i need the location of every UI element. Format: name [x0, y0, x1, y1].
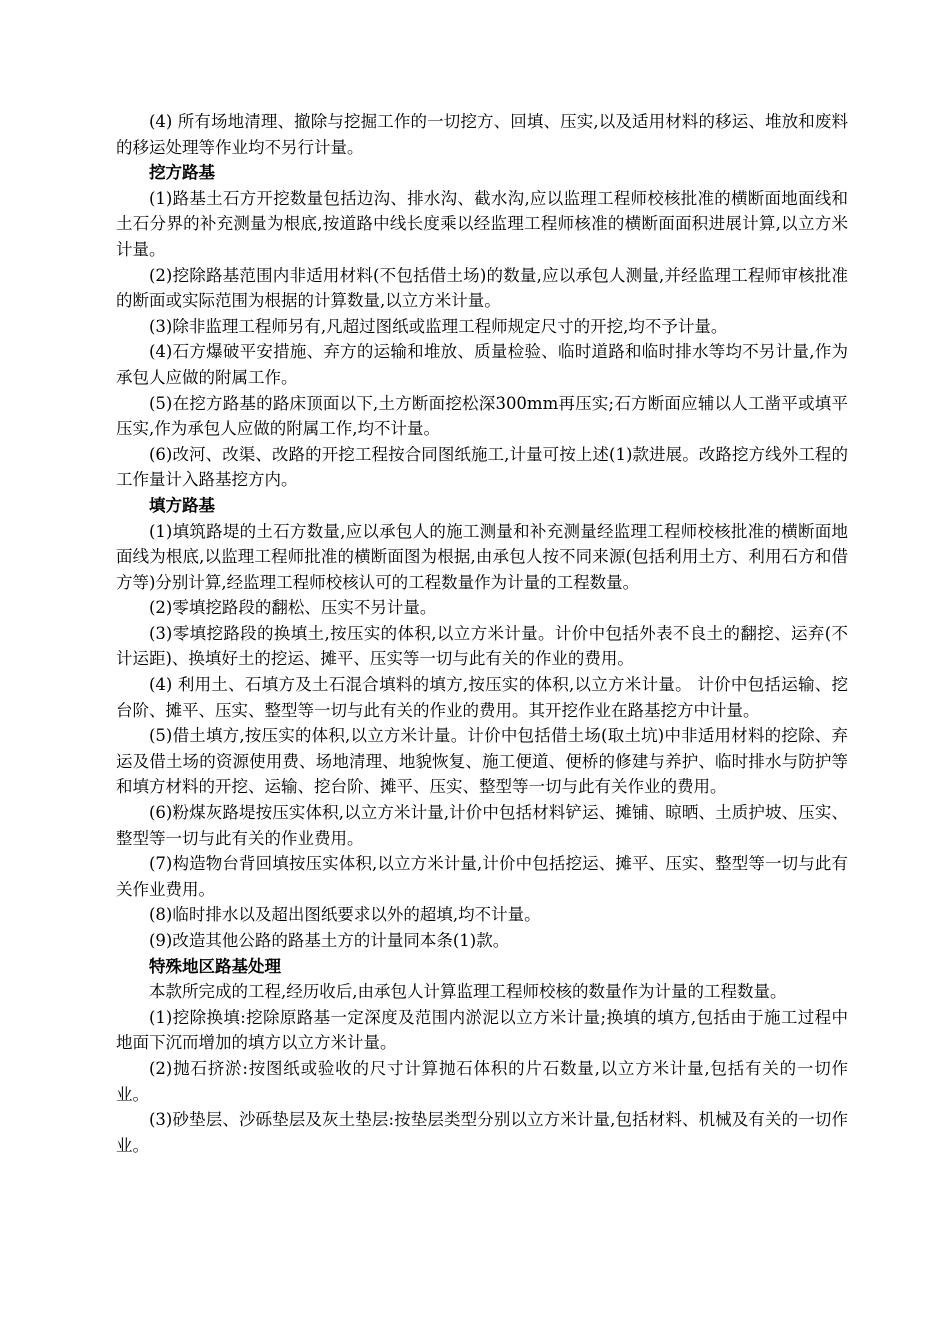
- excavation-item-1: (1)路基土石方开挖数量包括边沟、排水沟、截水沟,应以监理工程师校核批准的横断面地面线和土石分界的补充测量为根底,按道路中线长度乘以经监理工程师核准的横断面面积进展计算,以立方米计量。: [116, 188, 848, 259]
- special-item-3: (3)砂垫层、沙砾垫层及灰土垫层:按垫层类型分别以立方米计量,包括材料、机械及有关的一切作业。: [116, 1110, 848, 1155]
- paragraph-intro-4: (4) 所有场地清理、撤除与挖掘工作的一切挖方、回填、压实,以及适用材料的移运、堆放和废料的移运处理等作业均不另行计量。: [116, 112, 848, 157]
- fill-item-8: (8)临时排水以及超出图纸要求以外的超填,均不计量。: [149, 905, 541, 925]
- excavation-item-2: (2)挖除路基范围内非适用材料(不包括借土场)的数量,应以承包人测量,并经监理工程师审核批准的断面或实际范围为根据的计算数量,以立方米计量。: [116, 265, 848, 311]
- fill-item-3: (3)零填挖路段的换填土,按压实的体积,以立方米计量。计价中包括外表不良土的翻挖、运弃(不计运距)、换填好土的挖运、摊平、压实等一切与此有关的作业的费用。: [116, 623, 848, 669]
- section-heading-fill: 填方路基: [149, 495, 215, 515]
- fill-item-7: (7)构造物台背回填按压实体积,以立方米计量,计价中包括挖运、摊平、压实、整型等一切与此有关作业费用。: [116, 854, 848, 899]
- excavation-item-3: (3)除非监理工程师另有,凡超过图纸或监理工程师规定尺寸的开挖,均不予计量。: [149, 316, 728, 336]
- section-heading-excavation: 挖方路基: [149, 163, 215, 183]
- fill-item-9: (9)改造其他公路的路基土方的计量同本条(1)款。: [149, 931, 510, 950]
- excavation-item-6: (6)改河、改渠、改路的开挖工程按合同图纸施工,计量可按上述(1)款进展。改路挖方线外工程的工作量计入路基挖方内。: [116, 444, 848, 490]
- document-page: [116, 109, 848, 1158]
- section-heading-special: 特殊地区路基处理: [149, 956, 281, 976]
- special-item-1: (1)挖除换填:挖除原路基一定深度及范围内淤泥以立方米计量;换填的填方,包括由于施工过程中地面下沉而增加的填方以立方米计量。: [116, 1007, 848, 1053]
- fill-item-4: (4) 利用土、石填方及土石混合填料的填方,按压实的体积,以立方米计量。 计价中包括运输、挖台阶、摊平、压实、整型等一切与此有关的作业的费用。其开挖作业在路基挖方中计量。: [116, 675, 848, 720]
- special-lead-paragraph: 本款所完成的工程,经历收后,由承包人计算监理工程师校核的数量作为计量的工程数量。: [149, 982, 787, 1002]
- fill-item-1: (1)填筑路堤的土石方数量,应以承包人的施工测量和补充测量经监理工程师校核批准的横断面地面线为根底,以监理工程师批准的横断面图为根据,由承包人按不同来源(包括利用土方、利用石方和借方等)分别计算,经监理工程师校核认可的工程数量作为计量的工程数量。: [116, 521, 848, 592]
- fill-item-5: (5)借土填方,按压实的体积,以立方米计量。计价中包括借土场(取土坑)中非适用材料的挖除、弃运及借土场的资源使用费、场地清理、地貌恢复、施工便道、便桥的修建与养护、临时排水与防护等和填方材料的开挖、运输、挖台阶、摊平、压实、整型等一切与此有关作业的费用。: [116, 726, 848, 797]
- excavation-item-4: (4)石方爆破平安措施、弃方的运输和堆放、质量检验、临时道路和临时排水等均不另计量,作为承包人应做的附属工作。: [116, 342, 848, 387]
- fill-item-6: (6)粉煤灰路堤按压实体积,以立方米计量,计价中包括材料铲运、摊铺、晾晒、土质护坡、压实、整型等一切与此有关的作业费用。: [116, 803, 848, 848]
- excavation-item-5: (5)在挖方路基的路床顶面以下,土方断面挖松深300mm再压实;石方断面应辅以人工凿平或填平压实,作为承包人应做的附属工作,均不计量。: [116, 393, 848, 439]
- special-item-2: (2)抛石挤淤:按图纸或验收的尺寸计算抛石体积的片石数量,以立方米计量,包括有关的一切作业。: [116, 1058, 848, 1104]
- fill-item-2: (2)零填挖路段的翻松、压实不另计量。: [149, 598, 437, 618]
